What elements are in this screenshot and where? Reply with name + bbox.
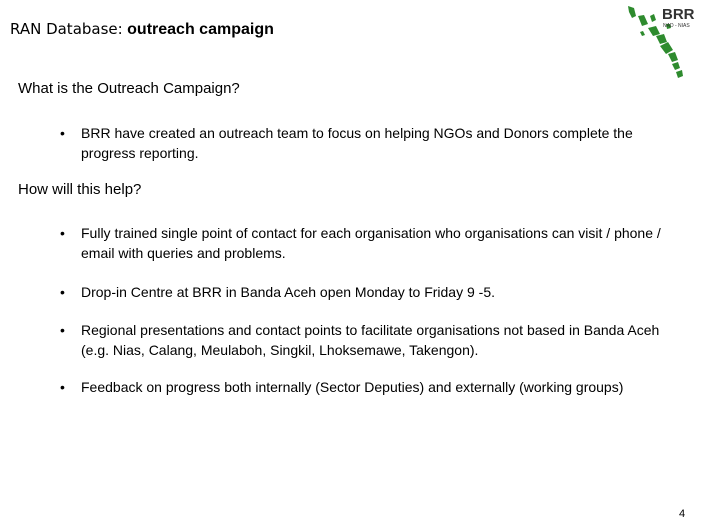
- section-heading-what: What is the Outreach Campaign?: [18, 80, 240, 97]
- brr-logo-icon: [620, 2, 702, 84]
- bullet-text: Fully trained single point of contact for each organisation who organisations can visit / phone / email with queries and problems.: [81, 225, 661, 261]
- bullet-icon: •: [60, 125, 65, 141]
- bullet-text: Regional presentations and contact points to facilitate organisations not based in Banda Aceh (e.g. Nias, Calang, Meulaboh, Singkil, Lhoksemawe, Takengon).: [81, 322, 660, 358]
- bullet-icon: •: [60, 284, 65, 300]
- bullet-text: Feedback on progress both internally (Sector Deputies) and externally (working groups): [81, 379, 624, 395]
- bullet-text: Drop-in Centre at BRR in Banda Aceh open Monday to Friday 9 -5.: [81, 284, 495, 300]
- bullet-icon: •: [60, 322, 65, 338]
- title-prefix: RAN Database:: [10, 20, 123, 38]
- slide-title: [10, 20, 274, 39]
- logo-text: BRR: [662, 6, 695, 23]
- bullet-icon: •: [60, 225, 65, 241]
- bullet-icon: •: [60, 379, 65, 395]
- page-number: 4: [679, 508, 686, 520]
- title-emphasis: outreach campaign: [127, 21, 274, 38]
- section-heading-how: How will this help?: [18, 181, 142, 198]
- logo-subtext: NAD - NIAS: [663, 23, 690, 29]
- bullet-text: BRR have created an outreach team to focus on helping NGOs and Donors complete the progress reporting.: [81, 125, 633, 161]
